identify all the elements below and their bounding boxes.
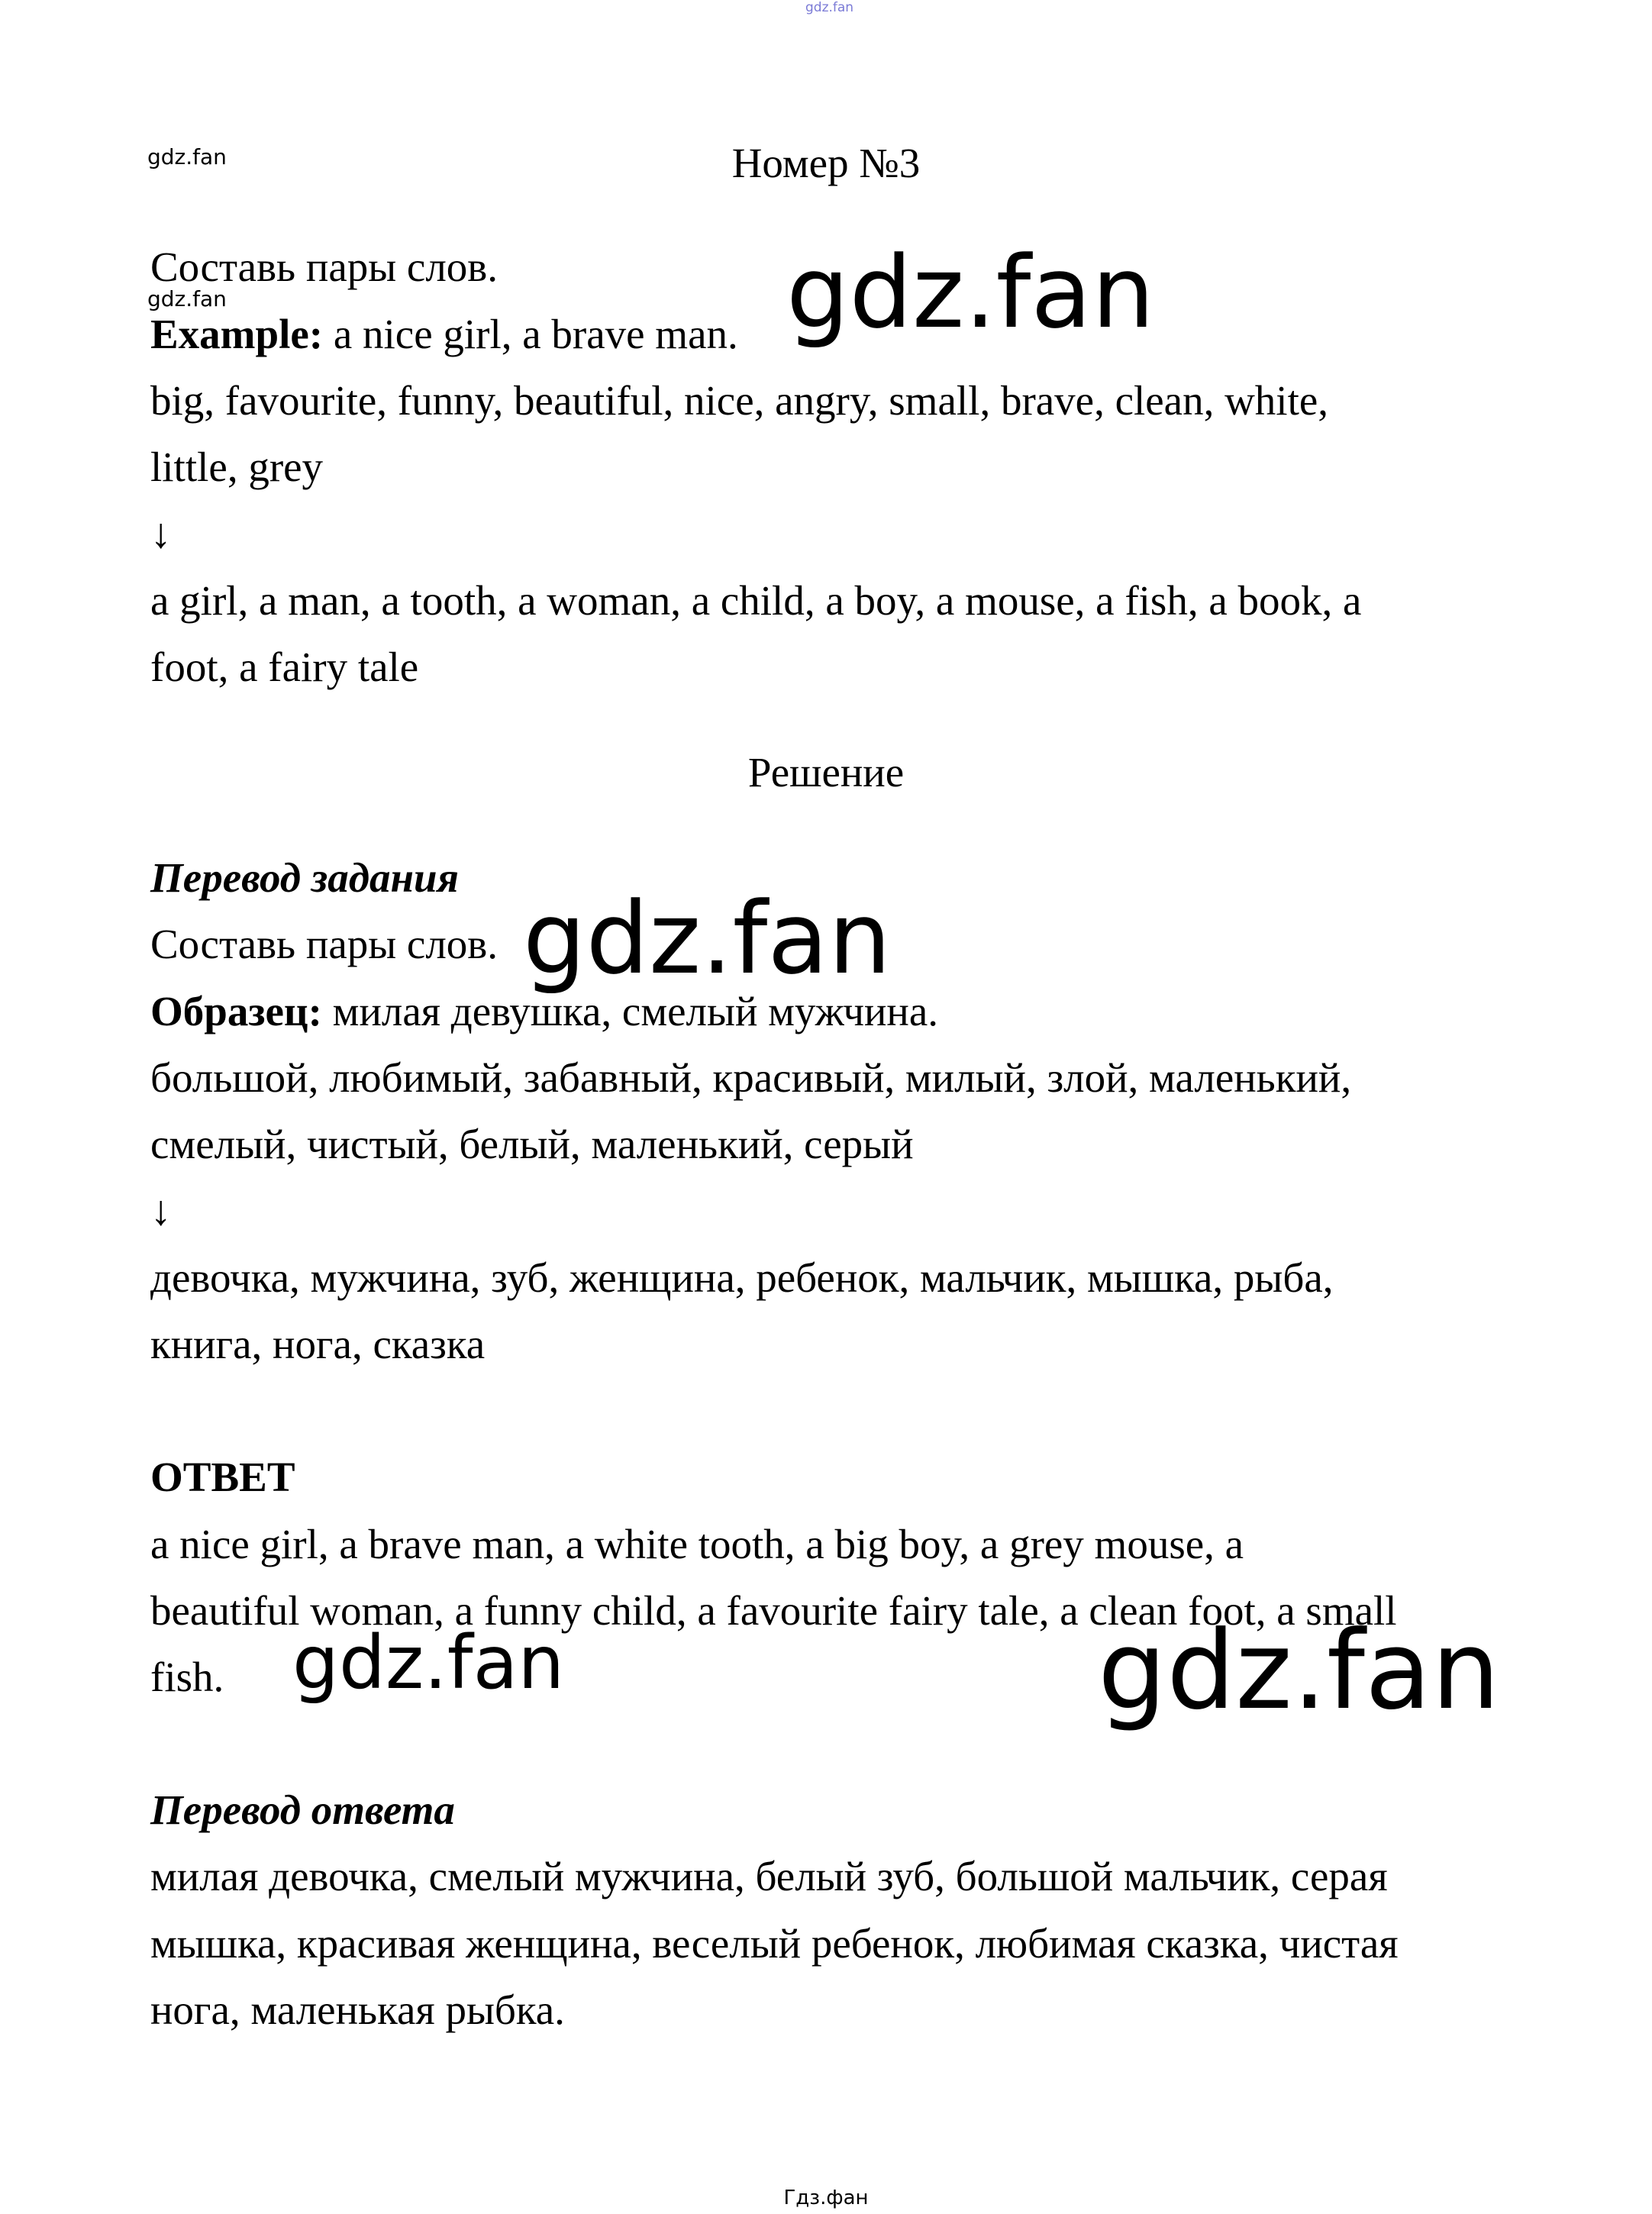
translation-adjectives-line-2: смелый, чистый, белый, маленький, серый (150, 1121, 914, 1167)
watermark-small-task: gdz.fan (147, 286, 227, 311)
task-nouns-line-1: a girl, a man, a tooth, a woman, a child, a boy, a mouse, a fish, a book, a (150, 577, 1362, 624)
task-arrow: ↓ (150, 510, 172, 557)
watermark-large-4: gdz.fan (1098, 1608, 1500, 1734)
translation-nouns-line-2: книга, нога, сказка (150, 1321, 486, 1367)
task-instruction: Составь пары слов. (150, 244, 499, 290)
watermark-large-2: gdz.fan (523, 880, 892, 996)
example-label: Example: (150, 311, 324, 357)
task-adjectives-line-1: big, favourite, funny, beautiful, nice, angry, small, brave, clean, white, (150, 377, 1329, 424)
page-title: Номер №3 (731, 140, 921, 186)
task-example (150, 313, 738, 355)
answer-translation-line-1: милая девочка, смелый мужчина, белый зуб, большой мальчик, серая (150, 1853, 1388, 1899)
translation-adjectives-line-1: большой, любимый, забавный, красивый, милый, злой, маленький, (150, 1054, 1352, 1101)
translation-example-label: Образец: (150, 988, 322, 1034)
solution-heading: Решение (747, 749, 905, 796)
watermark-large-1: gdz.fan (786, 234, 1155, 350)
answer-translation-line-2: мышка, красивая женщина, веселый ребенок, любимая сказка, чистая (150, 1920, 1399, 1967)
translation-example (150, 990, 938, 1032)
translation-instruction: Составь пары слов. (150, 921, 499, 967)
translation-example-text: милая девушка, смелый мужчина. (321, 988, 939, 1034)
answer-heading: ОТВЕТ (150, 1454, 295, 1500)
translation-nouns-line-1: девочка, мужчина, зуб, женщина, ребенок, мальчик, мышка, рыба, (150, 1254, 1334, 1301)
page-footer: Гдз.фан (783, 2187, 869, 2209)
answer-line-1: a nice girl, a brave man, a white tooth, a big boy, a grey mouse, a (150, 1521, 1244, 1567)
answer-translation-line-3: нога, маленькая рыбка. (150, 1986, 565, 2033)
example-text: a nice girl, a brave man. (323, 311, 738, 357)
answer-line-2: beautiful woman, a funny child, a favourite fairy tale, a clean foot, a small (150, 1587, 1397, 1634)
watermark-top: gdz.fan (805, 0, 854, 15)
answer-translation-heading: Перевод ответа (150, 1786, 455, 1833)
answer-line-3: fish. (150, 1654, 224, 1700)
watermark-small-header: gdz.fan (147, 144, 227, 169)
task-nouns-line-2: foot, a fairy tale (150, 644, 419, 690)
task-adjectives-line-2: little, grey (150, 444, 324, 490)
translation-arrow: ↓ (150, 1187, 172, 1234)
watermark-large-3: gdz.fan (292, 1620, 565, 1706)
translation-heading: Перевод задания (150, 854, 459, 901)
